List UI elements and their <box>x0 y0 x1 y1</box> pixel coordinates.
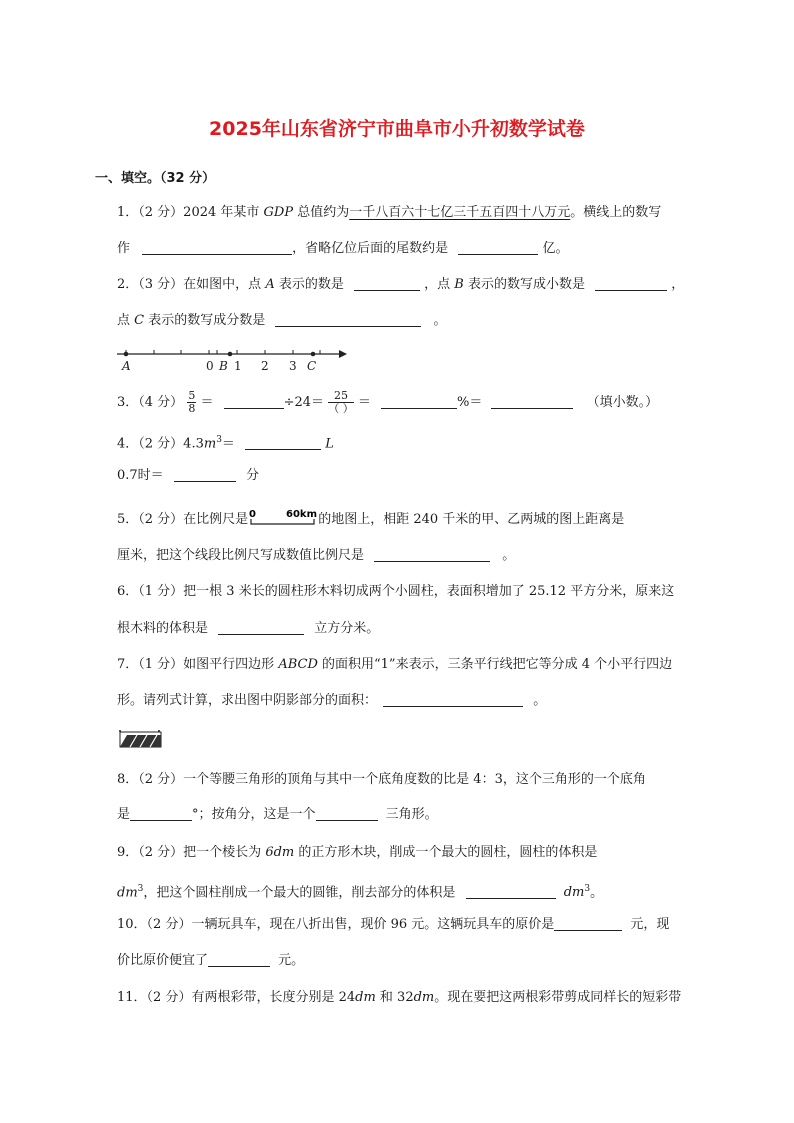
answer-blank[interactable] <box>130 806 192 821</box>
answer-blank[interactable] <box>316 806 378 821</box>
point-c <box>311 352 316 357</box>
answer-blank[interactable] <box>354 276 420 291</box>
page-title: 2025年山东省济宁市曲阜市小升初数学试卷 <box>209 118 585 140</box>
question-5-line-2: 厘米，把这个线段比例尺写成数值比例尺是 。 <box>117 548 516 563</box>
question-2-line-2: 点 C 表示的数写成分数是 。 <box>117 313 447 328</box>
answer-blank[interactable] <box>554 916 622 931</box>
arrow-icon <box>339 350 347 358</box>
question-8-line-2: 是 °；按角分，这是一个 三角形。 <box>117 807 438 822</box>
question-2-line-1: 2．（3 分）在如图中，点 A 表示的数是 ，点 B 表示的数写成小数是 ， <box>117 277 685 292</box>
question-4-line-2: 0.7时＝ 分 <box>117 468 259 483</box>
question-1-line-1: 1．（2 分）2024 年某市 GDP 总值约为一千八百六十七亿三千五百四十八万元。横线上的数写 <box>117 205 662 220</box>
answer-blank[interactable] <box>491 394 573 409</box>
answer-blank[interactable] <box>224 394 284 409</box>
answer-blank[interactable] <box>374 547 490 562</box>
answer-blank[interactable] <box>275 312 421 327</box>
question-7-line-2: 形。请列式计算，求出图中阴影部分的面积： 。 <box>117 693 547 708</box>
scale-zero: 0 <box>249 509 257 520</box>
question-9-line-2: $dm^3$，把这个圆柱削成一个最大的圆锥，削去部分的体积是 $dm^3$。 <box>117 884 604 901</box>
answer-blank[interactable] <box>218 620 304 635</box>
scale-bar <box>248 511 318 529</box>
question-6-line-2: 根木料的体积是 立方分米。 <box>117 621 380 636</box>
answer-blank[interactable] <box>174 467 236 482</box>
fraction-5-8: $\frac{5}{8}$ <box>188 389 196 415</box>
answer-blank[interactable] <box>245 435 321 450</box>
question-8-line-1: 8．（2 分）一个等腰三角形的顶角与其中一个底角度数的比是 4：3，这个三角形的一个底角 <box>117 772 646 787</box>
answer-blank[interactable] <box>142 240 292 255</box>
question-6-line-1: 6．（1 分）把一根 3 米长的圆柱形木料切成两个小圆柱，表面积增加了 25.12 平方分米，原来这 <box>117 584 675 599</box>
answer-blank[interactable] <box>595 276 667 291</box>
parallelogram-figure <box>117 728 165 750</box>
point-b <box>228 352 233 357</box>
question-10-line-2: 价比原价便宜了 元。 <box>117 953 305 968</box>
label-a: A <box>122 359 131 373</box>
question-11-line-1: 11．（2 分）有两根彩带，长度分别是 24dm 和 32dm。现在要把这两根彩带剪成同样长的短彩带 <box>117 990 682 1005</box>
number-line-ticks <box>126 350 320 354</box>
label-b: B <box>219 359 228 373</box>
question-1-line-2: 作 ，省略亿位后面的尾数约是 亿。 <box>117 241 569 256</box>
label-c: C <box>307 359 317 373</box>
scale-60km: 60km <box>286 509 318 520</box>
number-line-figure <box>113 344 353 376</box>
label-0: 0 <box>206 359 214 373</box>
answer-blank[interactable] <box>458 240 538 255</box>
question-9-line-1: 9．（2 分）把一个棱长为 6dm 的正方形木块，削成一个最大的圆柱，圆柱的体积是 <box>117 845 598 860</box>
answer-blank[interactable] <box>383 692 523 707</box>
question-3: 3．（4 分） $\frac{5}{8}$ ＝ ÷24＝ $\frac{25}{( )}$ ＝ %＝ （填小数。） <box>117 389 659 415</box>
fraction-25-blank: $\frac{25}{( )}$ <box>328 389 354 415</box>
answer-blank[interactable] <box>381 394 457 409</box>
section-heading: 一、填空。（32 分） <box>95 171 216 186</box>
question-4-line-1: 4．（2 分）$4.3m^3= L$ <box>117 435 334 452</box>
question-10-line-1: 10．（2 分）一辆玩具车，现在八折出售，现价 96 元。这辆玩具车的原价是 元，现 <box>117 917 670 932</box>
answer-blank[interactable] <box>208 952 270 967</box>
answer-blank[interactable] <box>466 884 556 899</box>
label-1: 1 <box>234 359 242 373</box>
question-7-line-1: 7．（1 分）如图平行四边形 ABCD 的面积用“1”来表示，三条平行线把它等分成 4 个小平行四边 <box>117 657 673 672</box>
label-3: 3 <box>289 359 297 373</box>
label-2: 2 <box>261 359 269 373</box>
point-a <box>124 352 129 357</box>
question-5-line-1: 5．（2 分）在比例尺是 0 60km 的地图上，相距 240 千米的甲、乙两城的图上距离是 <box>117 509 625 527</box>
underlined-number: 一千八百六十七亿三千五百四十八万元 <box>349 205 571 220</box>
